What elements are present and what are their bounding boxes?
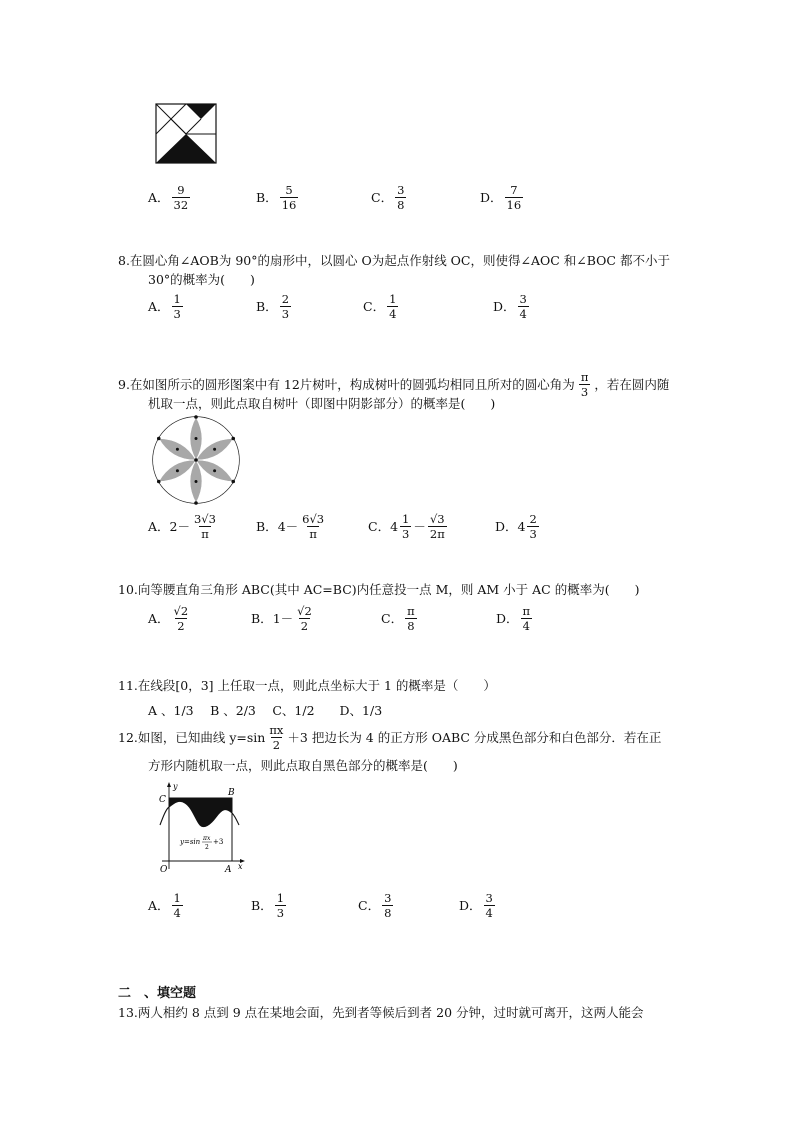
q9-stem-line2: 机取一点，则此点取自树叶（即图中阴影部分）的概率是( ): [148, 396, 496, 411]
q12-option-d[interactable]: D． $\frac{3}{4}$: [459, 890, 493, 920]
fraction: $\frac{\pi}{8}$: [407, 603, 415, 633]
fraction: $\frac{\pi}{3}$: [580, 369, 589, 399]
q8-stem-line1: 8.在圆心角∠AOB为 90°的扇形中，以圆心 O为起点作射线 OC，则使得∠AOC 和∠BOC 都不小于: [118, 253, 670, 268]
q9-option-a[interactable]: A． 2－ $\frac{3√3}{\pi}$: [148, 511, 216, 541]
fraction: $\frac{1}{3}$: [402, 511, 410, 541]
q7-option-b[interactable]: B． $\frac{5}{16}$: [256, 182, 297, 212]
q12-black-region: [169, 798, 232, 827]
q12-option-b[interactable]: B． $\frac{1}{3}$: [251, 890, 285, 920]
q9-leaf-circle-figure: [148, 412, 244, 508]
q9-stem-line1: 9.在如图所示的圆形图案中有 12片树叶，构成树叶的圆弧均相同且所对的圆心角为 $\frac{\pi}{3}$ ，若在圆内随: [118, 369, 670, 399]
q9-option-d[interactable]: D． 4 $\frac{2}{3}$: [495, 511, 537, 541]
q12-eq-post: +3: [213, 838, 224, 846]
fraction: $\frac{\pi}{4}$: [522, 603, 531, 633]
q12-label-b: B: [228, 788, 235, 798]
q13-stem: 13.两人相约 8 点到 9 点在某地会面，先到者等候后到者 20 分钟，过时就可离开，这两人能会: [118, 1005, 644, 1020]
q12-stem-line2: 方形内随机取一点，则此点取自黑色部分的概率是( ): [148, 758, 458, 773]
section-heading: 二 、填空题: [118, 986, 197, 1001]
fraction: $\frac{1}{3}$: [173, 291, 181, 321]
q7-option-d[interactable]: D． $\frac{7}{16}$: [480, 182, 522, 212]
fraction: $\frac{1}{4}$: [173, 890, 181, 920]
q8-option-c[interactable]: C． $\frac{1}{4}$: [363, 291, 397, 321]
fraction: $\frac{\pi x}{2}$: [269, 722, 284, 752]
fraction: $\frac{√2}{2}$: [297, 603, 312, 633]
fraction: $\frac{1}{3}$: [276, 890, 285, 920]
fraction: $\frac{√3}{2\pi}$: [429, 511, 445, 541]
q12-option-a[interactable]: A． $\frac{1}{4}$: [148, 890, 181, 920]
fraction: $\frac{2}{3}$: [281, 291, 290, 321]
q12-option-c[interactable]: C． $\frac{3}{8}$: [358, 890, 392, 920]
q7-option-a[interactable]: A． $\frac{9}{32}$: [148, 182, 189, 212]
q12-label-y: y: [173, 782, 178, 791]
fraction: $\frac{6√3}{\pi}$: [302, 511, 325, 541]
fraction: $\frac{3}{4}$: [519, 291, 527, 321]
q12-eq-den: 2: [205, 844, 209, 851]
q12-stem-line1: 12.如图，已知曲线 y=sin $\frac{\pi x}{2}$ ＋3 把边长为 4 的正方形 OABC 分成黑色部分和白色部分．若在正: [118, 722, 662, 752]
fraction: $\frac{3√3}{\pi}$: [193, 511, 216, 541]
fraction: $\frac{3}{4}$: [485, 890, 493, 920]
q10-stem: 10.向等腰直角三角形 ABC(其中 AC=BC)内任意投一点 M，则 AM 小于 AC 的概率为( ): [118, 582, 640, 597]
q10-option-a[interactable]: A． $\frac{√2}{2}$: [148, 603, 189, 633]
q7-option-c[interactable]: C． $\frac{3}{8}$: [371, 182, 405, 212]
fraction: $\frac{5}{16}$: [281, 182, 297, 212]
fraction: $\frac{1}{4}$: [389, 291, 397, 321]
q10-option-b[interactable]: B． 1－ $\frac{√2}{2}$: [251, 603, 312, 633]
q8-option-a[interactable]: A． $\frac{1}{3}$: [148, 291, 181, 321]
q10-option-c[interactable]: C． $\frac{\pi}{8}$: [381, 603, 415, 633]
q12-label-c: C: [159, 795, 166, 805]
q8-option-b[interactable]: B． $\frac{2}{3}$: [256, 291, 290, 321]
q12-eq-num: πx: [203, 835, 211, 842]
fraction: $\frac{2}{3}$: [529, 511, 537, 541]
fraction: $\frac{√2}{2}$: [173, 603, 189, 633]
fraction: $\frac{3}{8}$: [384, 890, 392, 920]
q8-option-d[interactable]: D． $\frac{3}{4}$: [493, 291, 527, 321]
fraction: $\frac{7}{16}$: [506, 182, 522, 212]
q9-option-c[interactable]: C． 4 $\frac{1}{3}$ － $\frac{√3}{2\pi}$: [368, 511, 445, 541]
fraction: $\frac{3}{8}$: [397, 182, 405, 212]
q12-label-x: x: [238, 862, 243, 871]
fraction: $\frac{9}{32}$: [173, 182, 189, 212]
q12-sine-graph: [152, 781, 248, 877]
q11-options[interactable]: A 、1/3 B 、2/3 C、1/2 D、1/3: [148, 703, 383, 718]
q12-label-a: A: [225, 865, 232, 875]
q9-option-b[interactable]: B． 4－ $\frac{6√3}{\pi}$: [256, 511, 325, 541]
q12-eq-pre: y=sin: [180, 838, 201, 846]
q10-option-d[interactable]: D． $\frac{\pi}{4}$: [496, 603, 531, 633]
q11-stem: 11.在线段[0，3] 上任取一点，则此点坐标大于 1 的概率是（ ）: [118, 678, 496, 693]
q7-square-figure: [155, 103, 219, 165]
q8-stem-line2: 30°的概率为( ): [148, 272, 255, 287]
q12-label-o: O: [160, 865, 168, 875]
